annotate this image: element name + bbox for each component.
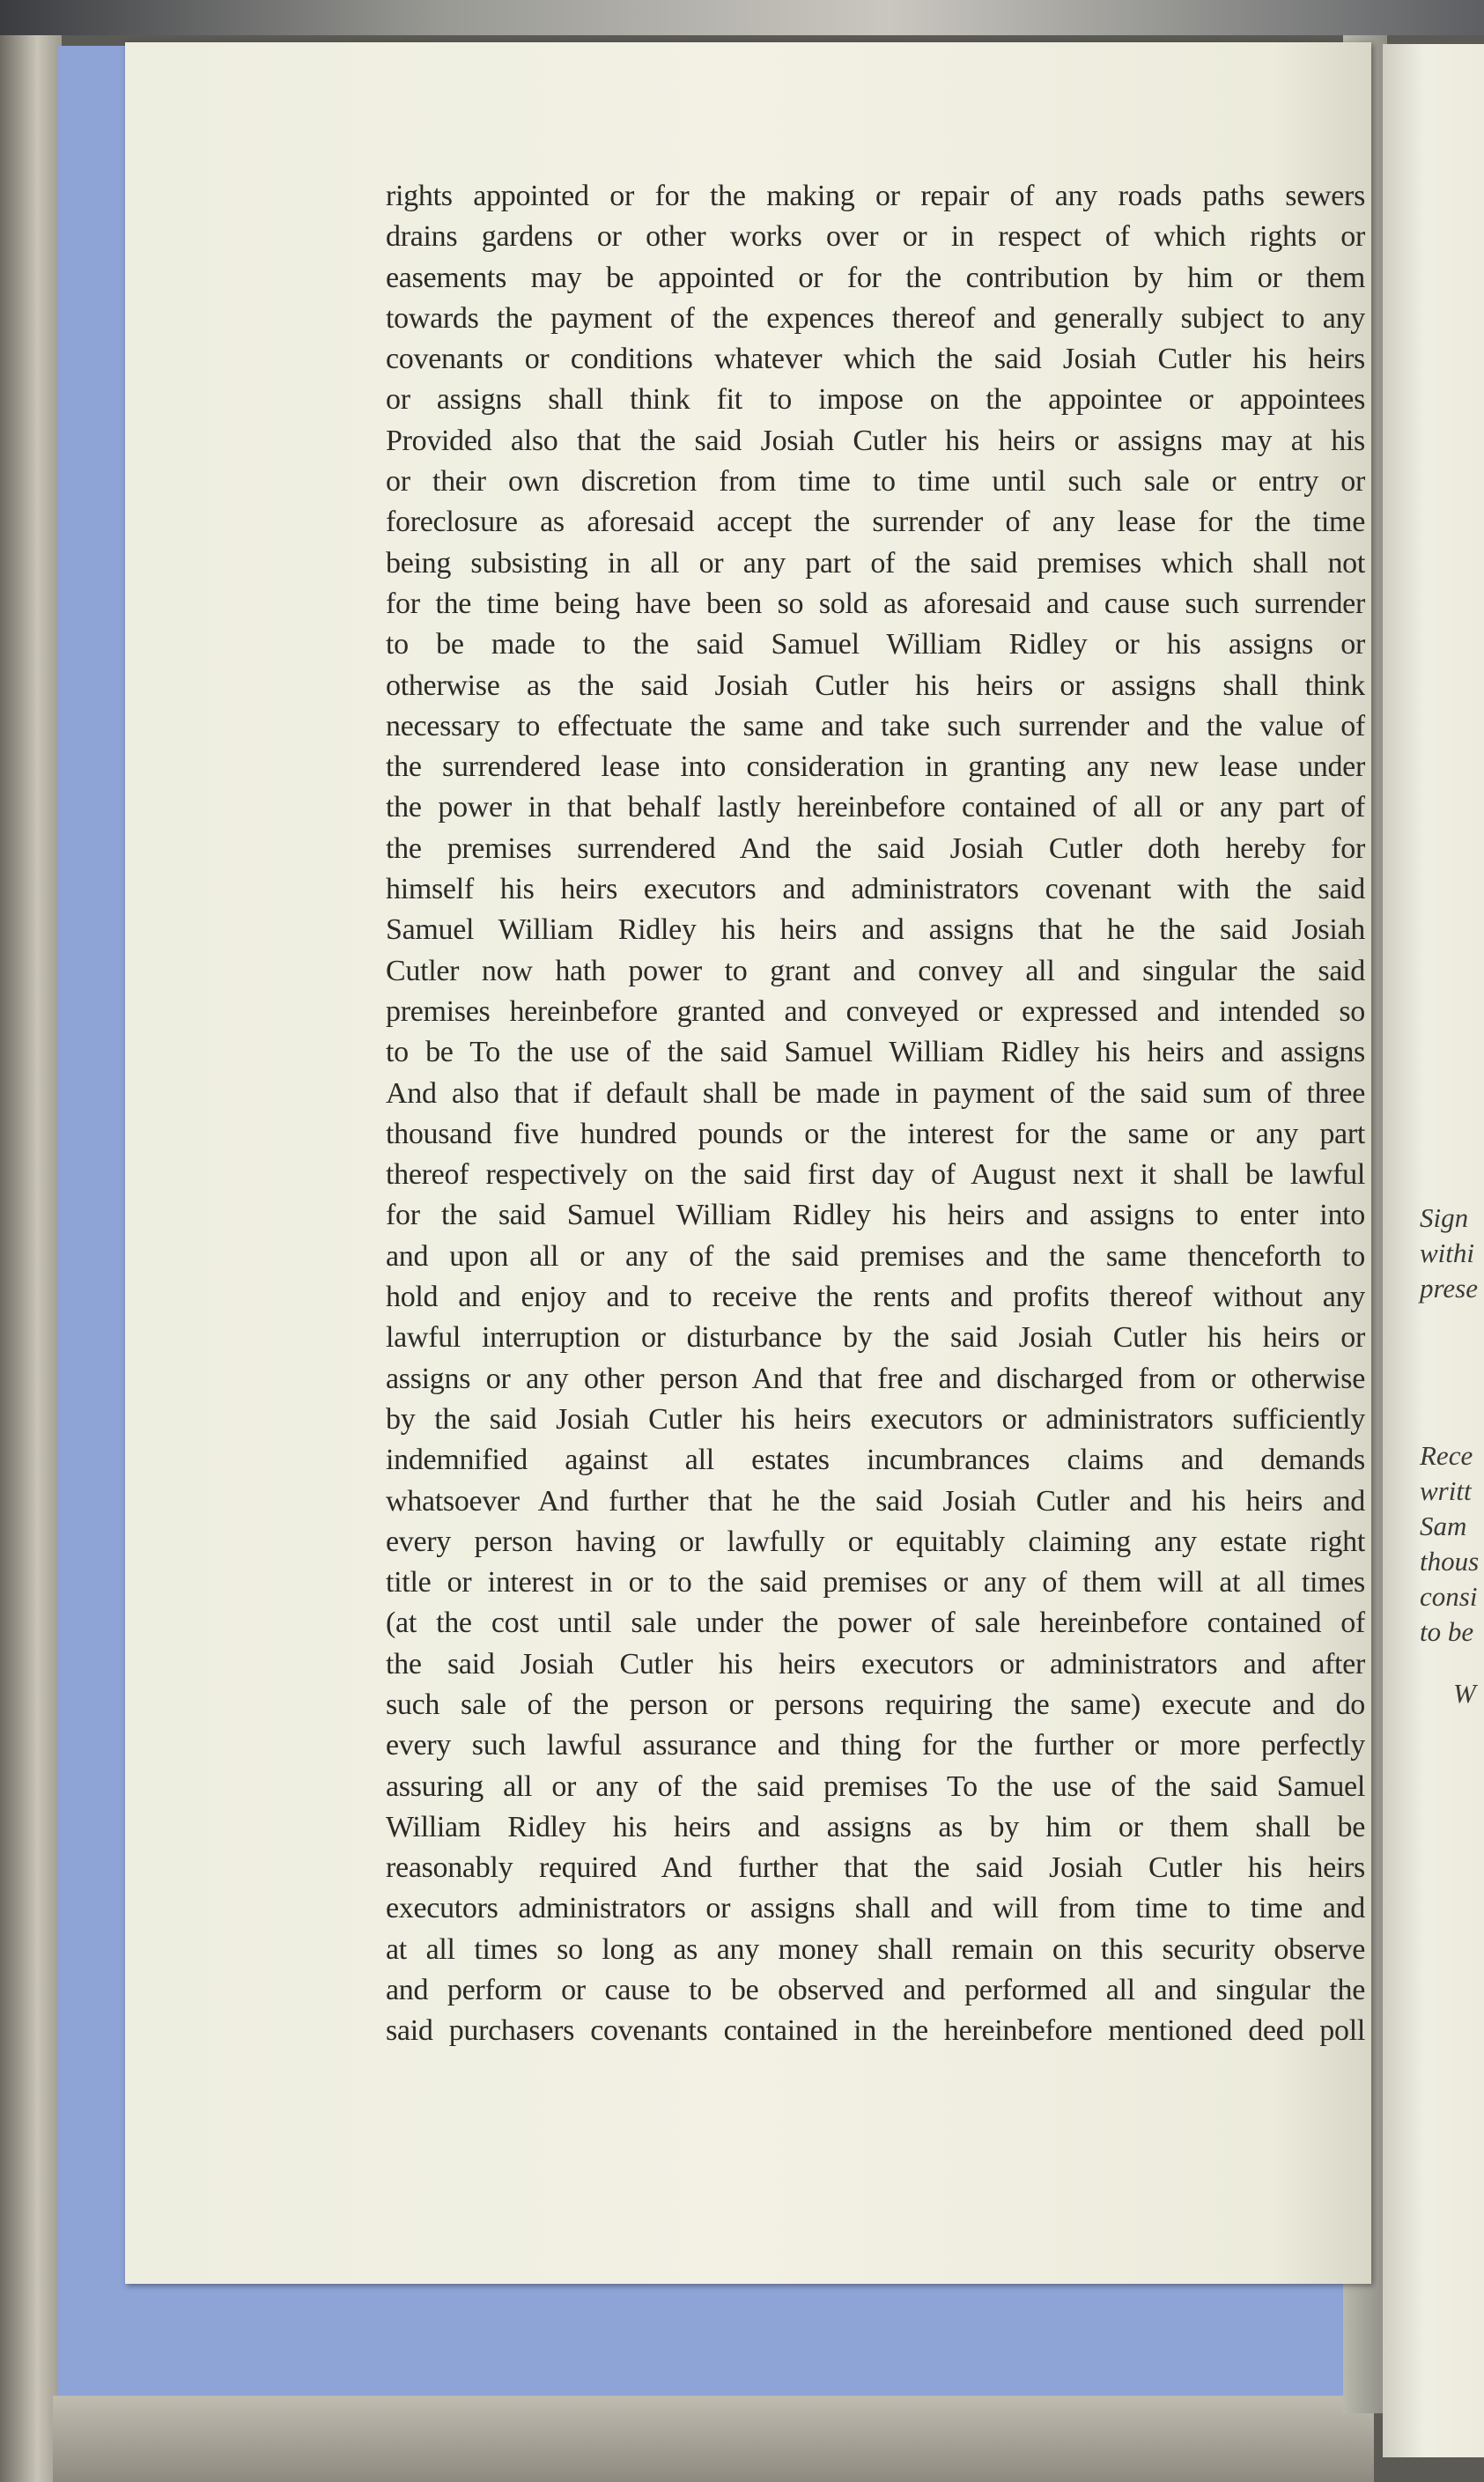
- text-line: and upon all or any of the said premises and the same thenceforth to: [386, 1239, 1365, 1273]
- text-line: necessary to effectuate the same and take such surrender and the value of: [386, 709, 1365, 742]
- text-line: And also that if default shall be made in payment of the said sum of three: [386, 1076, 1365, 1110]
- text-line: Samuel William Ridley his heirs and assigns that he the said Josiah: [386, 913, 1365, 947]
- text-line: drains gardens or other works over or in respect of which rights or: [386, 220, 1365, 254]
- text-line: for the said Samuel William Ridley his heirs and assigns to enter into: [386, 1199, 1365, 1232]
- deed-text-body: [386, 176, 1365, 2052]
- text-line: by the said Josiah Cutler his heirs executors or administrators sufficiently: [386, 1402, 1365, 1436]
- text-line: and perform or cause to be observed and performed all and singular the: [386, 1974, 1365, 2007]
- scanner-top-edge: [0, 0, 1484, 35]
- text-line: Cutler now hath power to grant and convey all and singular the said: [386, 954, 1365, 987]
- text-line: every such lawful assurance and thing for the further or more perfectly: [386, 1729, 1365, 1762]
- text-line: foreclosure as aforesaid accept the surrender of any lease for the time: [386, 506, 1365, 539]
- margin-note: Sam: [1420, 1511, 1467, 1541]
- text-line: every person having or lawfully or equitably claiming any estate right: [386, 1525, 1365, 1558]
- text-line: easements may be appointed or for the contribution by him or them: [386, 261, 1365, 294]
- text-line: lawful interruption or disturbance by the said Josiah Cutler his heirs or: [386, 1321, 1365, 1355]
- text-line: or assigns shall think fit to impose on the appointee or appointees: [386, 383, 1365, 417]
- margin-note: to be: [1420, 1616, 1474, 1647]
- text-line: to be To the use of the said Samuel William Ridley his heirs and assigns: [386, 1036, 1365, 1069]
- text-line: whatsoever And further that he the said Josiah Cutler and his heirs and: [386, 1484, 1365, 1518]
- binding-left-edge: [0, 35, 62, 2482]
- margin-note: W: [1453, 1678, 1476, 1709]
- text-line: William Ridley his heirs and assigns as by him or them shall be: [386, 1810, 1365, 1843]
- text-line: or their own discretion from time to time until such sale or entry or: [386, 465, 1365, 499]
- text-line: Provided also that the said Josiah Cutler his heirs or assigns may at his: [386, 424, 1365, 457]
- text-line: for the time being have been so sold as aforesaid and cause such surrender: [386, 587, 1365, 620]
- text-line: assuring all or any of the said premises To the use of the said Samuel: [386, 1769, 1365, 1803]
- margin-note: thous: [1420, 1546, 1480, 1577]
- text-line: the surrendered lease into consideration in granting any new lease under: [386, 750, 1365, 784]
- text-line: the power in that behalf lastly hereinbefore contained of all or any part of: [386, 791, 1365, 824]
- text-line: assigns or any other person And that free and discharged from or otherwise: [386, 1362, 1365, 1395]
- text-line: reasonably required And further that the said Josiah Cutler his heirs: [386, 1851, 1365, 1885]
- text-line: at all times so long as any money shall remain on this security observe: [386, 1932, 1365, 1966]
- text-line: otherwise as the said Josiah Cutler his heirs or assigns shall think: [386, 669, 1365, 702]
- text-line: such sale of the person or persons requiring the same) execute and do: [386, 1688, 1365, 1721]
- margin-note: Rece: [1420, 1440, 1473, 1471]
- text-line: executors administrators or assigns shall and will from time to time and: [386, 1892, 1365, 1925]
- text-line: towards the payment of the expences thereof and generally subject to any: [386, 301, 1365, 335]
- text-line: to be made to the said Samuel William Ridley or his assigns or: [386, 628, 1365, 661]
- bottom-edge: [53, 2396, 1374, 2482]
- text-line: rights appointed or for the making or repair of any roads paths sewers: [386, 180, 1365, 212]
- text-line: himself his heirs executors and administrators covenant with the said: [386, 873, 1365, 906]
- text-line: thousand five hundred pounds or the interest for the same or any part: [386, 1117, 1365, 1150]
- text-line: the premises surrendered And the said Josiah Cutler doth hereby for: [386, 831, 1365, 865]
- text-line: covenants or conditions whatever which the said Josiah Cutler his heirs: [386, 343, 1365, 376]
- margin-note: writt: [1420, 1475, 1472, 1506]
- margin-note: prese: [1420, 1273, 1478, 1304]
- text-line: the said Josiah Cutler his heirs executors or administrators and after: [386, 1647, 1365, 1681]
- margin-note: consi: [1420, 1581, 1478, 1612]
- text-line: being subsisting in all or any part of the said premises which shall not: [386, 546, 1365, 580]
- text-line: said purchasers covenants contained in the hereinbefore mentioned deed poll: [386, 2014, 1365, 2048]
- text-line: hold and enjoy and to receive the rents and profits thereof without any: [386, 1281, 1365, 1314]
- text-line: premises hereinbefore granted and conveyed or expressed and intended so: [386, 994, 1365, 1028]
- margin-note: withi: [1420, 1237, 1475, 1268]
- text-line: title or interest in or to the said premises or any of them will at all times: [386, 1566, 1365, 1599]
- text-line: (at the cost until sale under the power of sale hereinbefore contained of: [386, 1607, 1365, 1640]
- text-line: indemnified against all estates incumbrances claims and demands: [386, 1444, 1365, 1477]
- text-line: thereof respectively on the said first day of August next it shall be lawful: [386, 1158, 1365, 1192]
- margin-note: Sign: [1420, 1202, 1469, 1233]
